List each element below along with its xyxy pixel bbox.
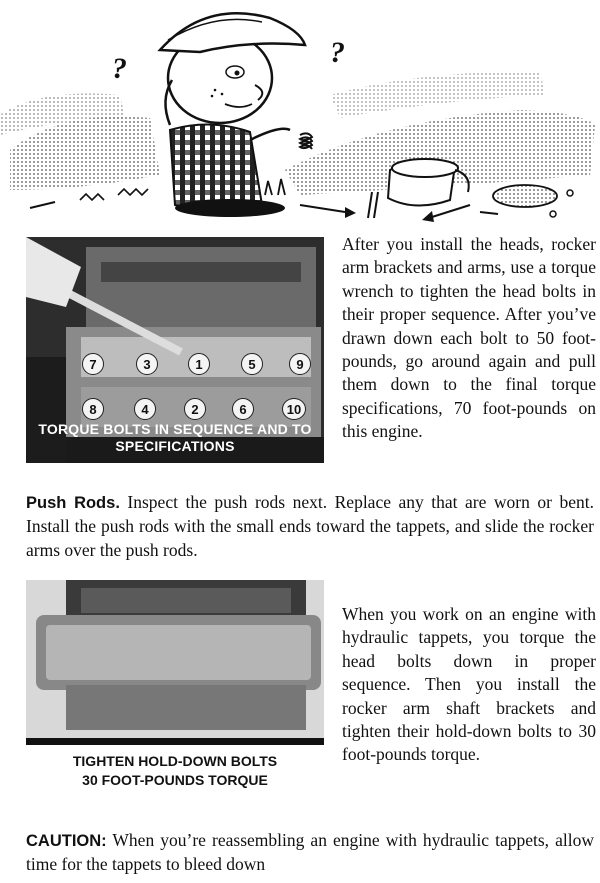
bolt-number-1: 1 xyxy=(188,353,210,375)
bolt-number-9: 9 xyxy=(289,353,311,375)
push-rods-text: Inspect the push rods next. Replace any that are worn or bent. Install the push rods with the small ends toward the tappets, and slide the rocker arms over the push rods. xyxy=(26,492,594,560)
bolt-number-10: 10 xyxy=(282,398,306,420)
photo2-caption-line1: TIGHTEN HOLD-DOWN BOLTS xyxy=(72,753,278,769)
caution-heading: CAUTION: xyxy=(26,832,107,850)
bolt-number-4: 4 xyxy=(134,398,156,420)
cartoon-mechanic-illustration xyxy=(0,0,600,228)
bolt-number-5: 5 xyxy=(241,353,263,375)
bolt-number-7: 7 xyxy=(82,353,104,375)
bolt-number-2: 2 xyxy=(184,398,206,420)
photo2-caption xyxy=(26,752,324,790)
bolt-number-3: 3 xyxy=(136,353,158,375)
bolt-number-8: 8 xyxy=(82,398,104,420)
hydraulic-tappets-paragraph: When you work on an engine with hydraulic tappets, you torque the head bolts down in proper sequence. Then you install the rocker arm shaft brackets and tighten their hold-down bolts to 30 foot-pounds torque. xyxy=(342,604,596,765)
bolt-number-6: 6 xyxy=(232,398,254,420)
caution-text: When you’re reassembling an engine with hydraulic tappets, allow time for the tappets to bleed down xyxy=(26,830,594,875)
photo1-caption-line1: TORQUE BOLTS IN SEQUENCE AND TO xyxy=(38,421,312,437)
photo1-caption-line2: SPECIFICATIONS xyxy=(115,438,235,454)
svg-text:?: ? xyxy=(112,52,127,85)
push-rods-heading: Push Rods. xyxy=(26,494,120,512)
rocker-arm-image xyxy=(26,580,324,745)
push-rods-paragraph xyxy=(26,491,594,562)
caution-paragraph xyxy=(26,829,594,877)
svg-text:?: ? xyxy=(330,36,345,69)
torque-sequence-paragraph: After you install the heads, rocker arm brackets and arms, use a torque wrench to tighten the head bolts in their proper sequence. After you’ve drawn down each bolt to 50 foot-pounds, go around again and pull them down to the final torque specifications, 70 foot-pounds on this engine. xyxy=(342,234,596,442)
photo2-caption-line2: 30 FOOT-POUNDS TORQUE xyxy=(82,772,268,788)
rocker-arm-photo xyxy=(26,580,324,810)
engine-head-photo xyxy=(26,237,324,463)
